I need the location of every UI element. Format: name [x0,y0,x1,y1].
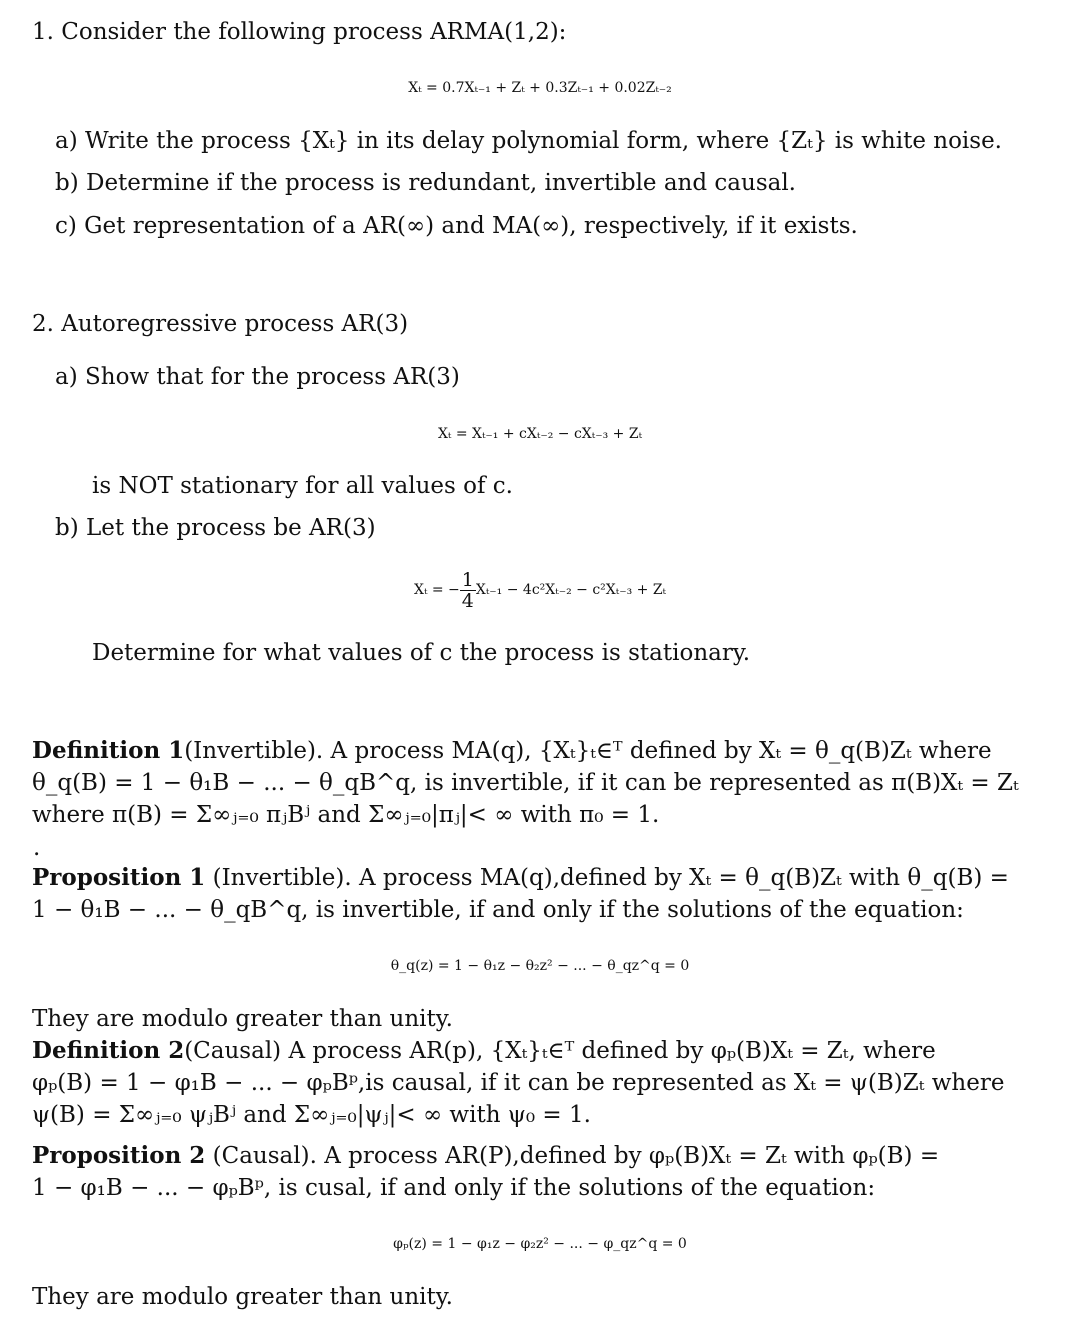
eq-b-lhs: Xₜ = − [413,582,460,598]
proposition-1-tail: They are modulo greater than unity. [32,1006,453,1032]
q1-part-b: b) Determine if the process is redundant, invertible and causal. [55,170,796,196]
definition-2-line-1 [32,1035,936,1067]
proposition-2-line-2: 1 − φ₁B − ... − φₚBᵖ, is cusal, if and only if the solutions of the equation: [32,1175,876,1201]
proposition-1-text-1: (Invertible). A process MA(q),defined by Xₜ = θ_q(B)Zₜ with θ_q(B) = [212,865,1009,891]
q1-heading: 1. Consider the following process ARMA(1,2): [32,19,567,45]
fraction [460,570,476,611]
definition-1-label: Definition 1 [32,737,185,764]
q2-part-b-tail: Determine for what values of c the process is stationary. [92,640,751,666]
q2-equation-b [0,566,1080,614]
definition-1-line-3: where π(B) = Σ∞ⱼ₌₀ πⱼBʲ and Σ∞ⱼ₌₀|πⱼ|< ∞ with π₀ = 1. [32,802,660,828]
proposition-1-line-1 [32,862,1009,894]
q2-equation-a: Xₜ = Xₜ₋₁ + cXₜ₋₂ − cXₜ₋₃ + Zₜ [437,426,643,442]
proposition-2-label: Proposition 2 [32,1142,206,1169]
proposition-1-line-2: 1 − θ₁B − ... − θ_qB^q, is invertible, if and only if the solutions of the equation: [32,897,964,923]
proposition-2-text-1: (Causal). A process AR(P),defined by φₚ(B)Xₜ = Zₜ with φₚ(B) = [212,1143,940,1169]
definition-2-label: Definition 2 [32,1037,185,1064]
definition-2-line-2: φₚ(B) = 1 − φ₁B − ... − φₚBᵖ,is causal, if it can be represented as Xₜ = ψ(B)Zₜ where [32,1070,1005,1096]
definition-1-text-1: (Invertible). A process MA(q), {Xₜ}ₜ∈ᵀ defined by Xₜ = θ_q(B)Zₜ where [184,738,992,764]
definition-1-line-2: θ_q(B) = 1 − θ₁B − ... − θ_qB^q, is invertible, if it can be represented as π(B)Xₜ = Zₜ [32,770,1019,796]
q1-part-a: a) Write the process {Xₜ} in its delay polynomial form, where {Zₜ} is white noise. [55,128,1002,154]
q1-equation: Xₜ = 0.7Xₜ₋₁ + Zₜ + 0.3Zₜ₋₁ + 0.02Zₜ₋₂ [408,80,672,96]
definition-2-line-3: ψ(B) = Σ∞ⱼ₌₀ ψⱼBʲ and Σ∞ⱼ₌₀|ψⱼ|< ∞ with ψ₀ = 1. [32,1102,591,1128]
fraction-numerator: 1 [461,568,474,591]
proposition-1-label: Proposition 1 [32,864,206,891]
fraction-denominator: 4 [461,589,474,612]
proposition-1-equation: θ_q(z) = 1 − θ₁z − θ₂z² − ... − θ_qz^q = 0 [390,958,690,974]
definition-1-line-1 [32,735,992,767]
definition-2-text-1: (Causal) A process AR(p), {Xₜ}ₜ∈ᵀ defined by φₚ(B)Xₜ = Zₜ, where [184,1038,936,1064]
proposition-2-equation: φₚ(z) = 1 − φ₁z − φ₂z² − ... − φ_qz^q = 0 [393,1236,687,1252]
q2-part-a-tail: is NOT stationary for all values of c. [92,473,513,499]
q2-part-b: b) Let the process be AR(3) [55,515,376,541]
proposition-2-line-1 [32,1140,939,1172]
proposition-2-tail: They are modulo greater than unity. [32,1284,453,1310]
stray-dot: . [33,835,41,861]
q1-part-c: c) Get representation of a AR(∞) and MA(∞), respectively, if it exists. [55,213,858,239]
eq-b-rhs: Xₜ₋₁ − 4c²Xₜ₋₂ − c²Xₜ₋₃ + Zₜ [475,582,667,598]
q2-part-a: a) Show that for the process AR(3) [55,364,460,390]
q2-heading: 2. Autoregressive process AR(3) [32,311,409,337]
